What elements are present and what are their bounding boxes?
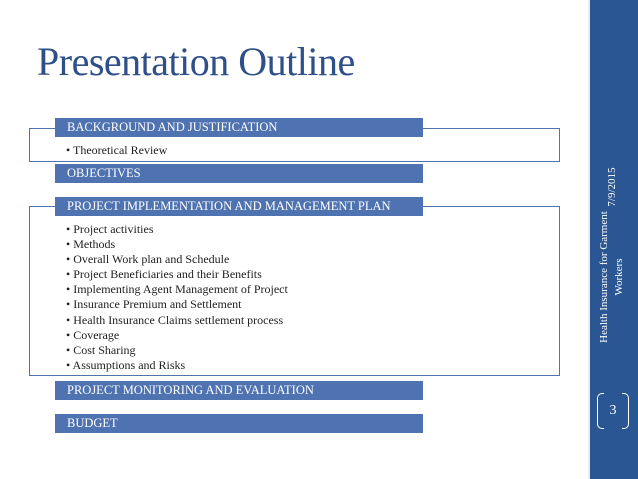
list-item: • Theoretical Review [66, 143, 167, 158]
list-item: • Health Insurance Claims settlement process [66, 313, 288, 328]
section-heading-implementation: PROJECT IMPLEMENTATION AND MANAGEMENT PLAN [55, 197, 423, 216]
page-number: 3 [597, 393, 629, 429]
list-item: • Methods [66, 237, 288, 252]
list-item: • Project activities [66, 222, 288, 237]
list-item: • Implementing Agent Management of Project [66, 282, 288, 297]
slide-footer [597, 187, 627, 367]
section-heading-monitoring: PROJECT MONITORING AND EVALUATION [55, 381, 423, 400]
list-item: • Assumptions and Risks [66, 358, 288, 373]
slide-title: Presentation Outline [37, 39, 355, 84]
section-heading-background: BACKGROUND AND JUSTIFICATION [55, 118, 423, 137]
bullet-list [66, 143, 167, 158]
list-item: • Coverage [66, 328, 288, 343]
list-item: • Cost Sharing [66, 343, 288, 358]
list-item: • Insurance Premium and Settlement [66, 297, 288, 312]
list-item: • Project Beneficiaries and their Benefits [66, 267, 288, 282]
bullet-list [66, 222, 288, 373]
footer-line: Workers [613, 258, 625, 296]
section-box-implementation [29, 206, 560, 376]
sidebar-divider [588, 0, 590, 479]
list-item: • Overall Work plan and Schedule [66, 252, 288, 267]
section-heading-budget: BUDGET [55, 414, 423, 433]
section-heading-objectives: OBJECTIVES [55, 164, 423, 183]
footer-line: Health Insurance for Garment [598, 211, 610, 343]
slide-date: 7/9/2015 [606, 167, 618, 207]
